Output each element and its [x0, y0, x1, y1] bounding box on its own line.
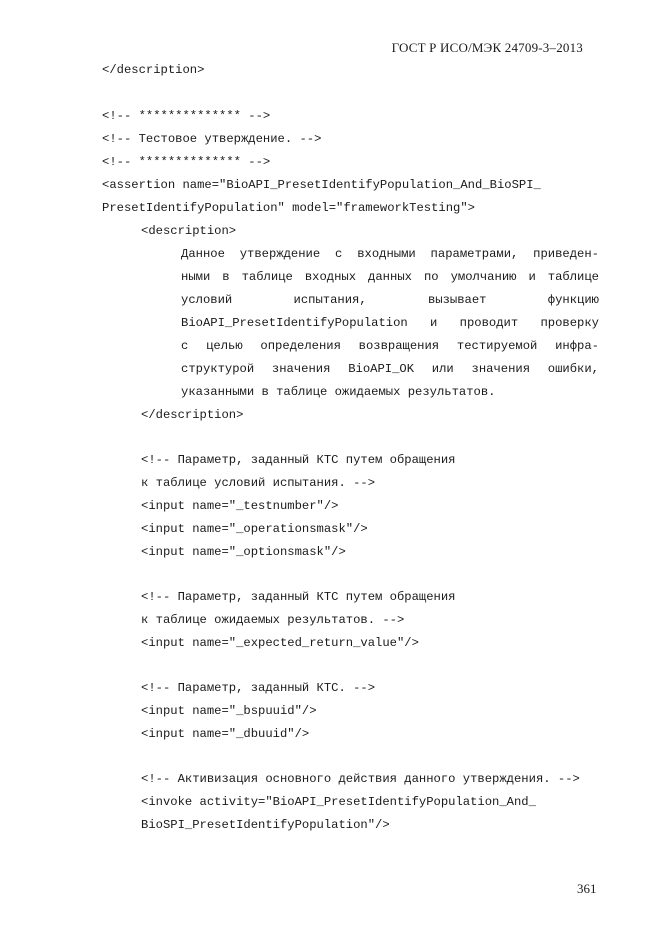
code-comment-line: <!-- Активизация основного действия данного утверждения. --> — [141, 772, 580, 786]
code-line: </description> — [102, 63, 205, 77]
document-header: ГОСТ Р ИСО/МЭК 24709-3–2013 — [391, 40, 583, 55]
description-line: с целью определения возвращения тестируемой инфра- — [181, 339, 599, 353]
code-line: <input name="_operationsmask"/> — [141, 522, 368, 536]
code-comment-line: <!-- ************** --> — [102, 109, 271, 123]
code-line: <invoke activity="BioAPI_PresetIdentifyPopulation_And_ — [141, 795, 536, 809]
code-line: <description> — [141, 224, 237, 238]
code-comment-line: к таблице условий испытания. --> — [141, 476, 376, 490]
description-line: BioAPI_PresetIdentifyPopulation и проводит проверку — [181, 316, 599, 330]
description-line: указанными в таблице ожидаемых результатов. — [181, 385, 496, 399]
code-comment-line: <!-- Параметр, заданный КТС. --> — [141, 681, 376, 695]
code-line: <assertion name="BioAPI_PresetIdentifyPopulation_And_BioSPI_ — [102, 178, 541, 192]
code-comment-line: <!-- ************** --> — [102, 155, 271, 169]
description-paragraph — [181, 243, 599, 404]
code-line: BioSPI_PresetIdentifyPopulation"/> — [141, 818, 390, 832]
code-comment-line: к таблице ожидаемых результатов. --> — [141, 613, 405, 627]
code-comment-line: <!-- Параметр, заданный КТС путем обращения — [141, 590, 456, 604]
code-comment-line: <!-- Параметр, заданный КТС путем обращения — [141, 453, 456, 467]
code-line: PresetIdentifyPopulation" model="frameworkTesting"> — [102, 201, 475, 215]
page-number: 361 — [577, 881, 597, 896]
code-comment-line: <!-- Тестовое утверждение. --> — [102, 132, 322, 146]
code-line: <input name="_optionsmask"/> — [141, 545, 346, 559]
code-line: <input name="_expected_return_value"/> — [141, 636, 419, 650]
description-line: условий испытания, вызывает функцию — [181, 293, 599, 307]
description-line: Данное утверждение с входными параметрами, приведен- — [181, 247, 599, 261]
code-line: <input name="_testnumber"/> — [141, 499, 339, 513]
code-line: <input name="_dbuuid"/> — [141, 727, 310, 741]
code-line: <input name="_bspuuid"/> — [141, 704, 317, 718]
description-line: ными в таблице входных данных по умолчанию и таблице — [181, 270, 599, 284]
code-line: </description> — [141, 408, 244, 422]
description-line: структурой значения BioAPI_OK или значения ошибки, — [181, 362, 599, 376]
